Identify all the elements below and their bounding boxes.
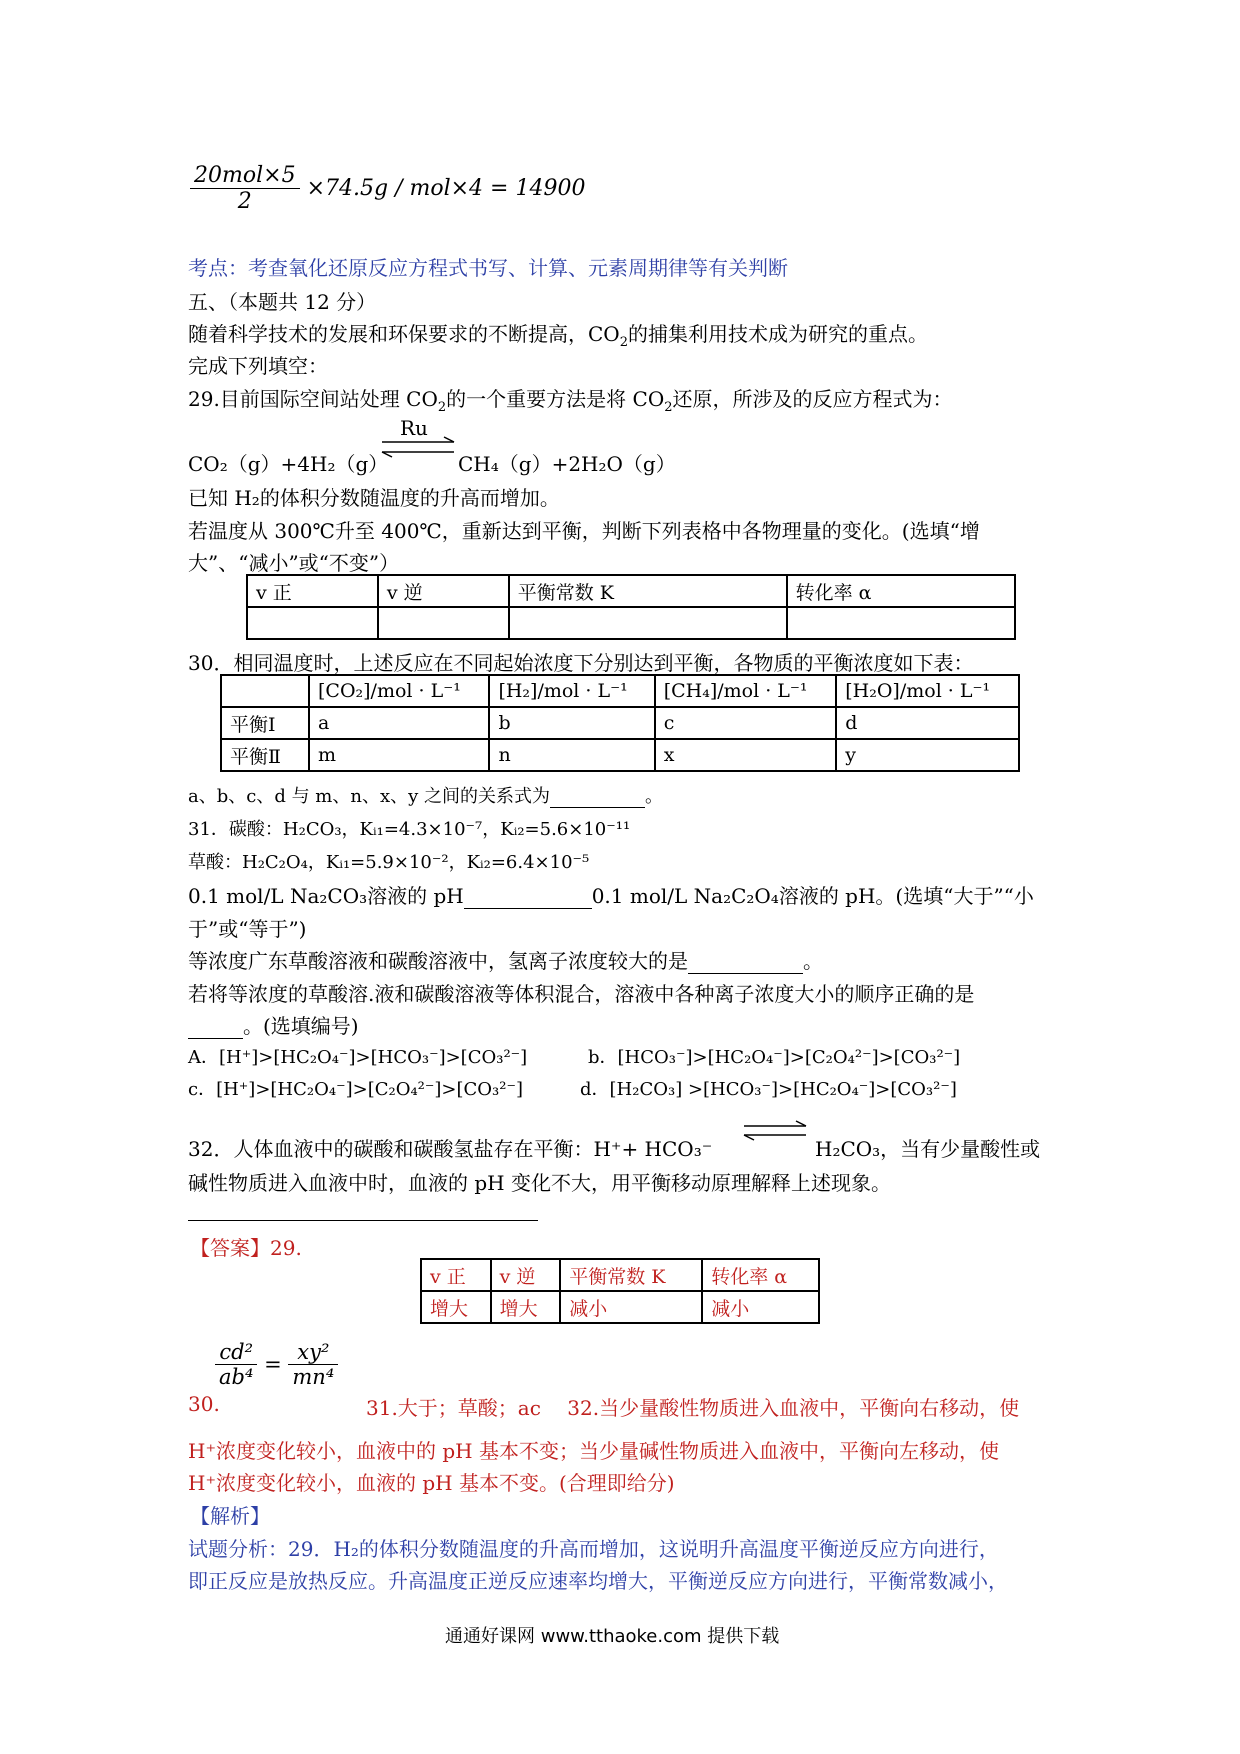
table-cell: 减小 xyxy=(702,1291,819,1323)
answer-table xyxy=(420,1258,820,1324)
table-header-cell: v 正 xyxy=(421,1259,491,1291)
table-cell: 增大 xyxy=(491,1291,561,1323)
table-cell: d xyxy=(836,707,1019,739)
answer-30-formula: $\frac{\text{cd²}}{\text{ab⁴}}$ = $\frac{\text{xy²}}{\text{mn⁴}}$ xyxy=(215,1340,338,1389)
q31-line-5 xyxy=(188,945,823,974)
table-header-cell: v 逆 xyxy=(378,575,509,607)
q32-text-b: H₂CO₃，当有少量酸性或 xyxy=(815,1137,1041,1161)
catalyst-label: Ru xyxy=(400,416,428,440)
answer-30-label: 30. xyxy=(188,1392,220,1416)
equation-right: CH₄（g）+2H₂O（g） xyxy=(458,452,676,476)
answer-blank[interactable] xyxy=(550,786,645,808)
table-row xyxy=(221,675,1019,707)
answer-line-2: H⁺浓度变化较小，血液中的 pH 基本不变；当少量碱性物质进入血液中，平衡向左移动，使 xyxy=(188,1439,999,1463)
intro-line-1: 随着科学技术的发展和环保要求的不断提高，$CO_2$的捕集利用技术成为研究的重点。 xyxy=(188,322,928,350)
table-cell: x xyxy=(655,739,837,771)
table-cell: 平衡Ⅱ xyxy=(221,739,309,771)
formula-fraction xyxy=(190,163,300,214)
q31-text-d: 。 xyxy=(803,949,823,973)
q29-line: 29.目前国际空间站处理 $CO_2$的一个重要方法是将 $CO_2$还原，所涉及的反应方程式为： xyxy=(188,387,953,415)
q31-line-6: 若将等浓度的草酸溶.液和碳酸溶液等体积混合，溶液中各种离子浓度大小的顺序正确的是 xyxy=(188,982,975,1006)
answer-31-32: 31.大于；草酸；ac 32.当少量酸性物质进入血液中，平衡向右移动，使 xyxy=(366,1396,1020,1420)
q31-line-7 xyxy=(188,1010,359,1039)
formula-numerator: xy² xyxy=(288,1340,338,1365)
formula-fraction xyxy=(288,1340,338,1389)
answer-blank[interactable] xyxy=(188,1014,243,1039)
equilibrium-arrow-icon xyxy=(740,1120,810,1142)
analysis-line-1: 试题分析：29．H₂的体积分数随温度的升高而增加，这说明升高温度平衡逆反应方向进行， xyxy=(188,1537,999,1561)
table-row xyxy=(221,739,1019,771)
answer-label: 【答案】29. xyxy=(190,1236,302,1260)
q32-line-2: 碱性物质进入血液中时，血液的 pH 变化不大，用平衡移动原理解释上述现象。 xyxy=(188,1171,891,1195)
formula-denominator: 2 xyxy=(237,189,252,214)
answer-cell[interactable] xyxy=(787,607,1015,639)
intro-line-2: 完成下列填空： xyxy=(188,354,328,378)
q31-line-2: 草酸：H₂C₂O₄，Kᵢ₁=5.9×10⁻²，Kᵢ₂=6.4×10⁻⁵ xyxy=(188,852,590,873)
kaodian: 考点：考查氧化还原反应方程式书写、计算、元素周期律等有关判断 xyxy=(188,256,788,280)
q30-relation xyxy=(188,782,663,808)
table-header-cell: [H₂O]/mol · L⁻¹ xyxy=(836,675,1019,707)
table-cell: 平衡Ⅰ xyxy=(221,707,309,739)
table-header-cell: 转化率 α xyxy=(702,1259,819,1291)
table-cell: y xyxy=(836,739,1019,771)
answer-cell[interactable] xyxy=(509,607,787,639)
jiexi-label: 【解析】 xyxy=(190,1504,270,1528)
q31-text-c: 等浓度广东草酸溶液和碳酸溶液中，氢离子浓度较大的是 xyxy=(188,949,688,973)
q30-relation-text: a、b、c、d 与 m、n、x、y 之间的关系式为 xyxy=(188,786,551,807)
table-row xyxy=(421,1259,819,1291)
table-cell: 减小 xyxy=(560,1291,702,1323)
intro-text-b: 的捕集利用技术成为研究的重点。 xyxy=(627,322,928,346)
table-header-cell: v 逆 xyxy=(491,1259,561,1291)
q30-text: 30．相同温度时，上述反应在不同起始浓度下分别达到平衡，各物质的平衡浓度如下表： xyxy=(188,651,974,675)
formula-denominator: ab⁴ xyxy=(219,1365,254,1389)
formula-numerator: 20mol×5 xyxy=(190,163,300,189)
table-header-cell: [H₂]/mol · L⁻¹ xyxy=(489,675,654,707)
option-c: c．[H⁺]>[HC₂O₄⁻]>[C₂O₄²⁻]>[CO₃²⁻] xyxy=(188,1079,524,1100)
answer-cell[interactable] xyxy=(378,607,509,639)
table-header-cell: [CH₄]/mol · L⁻¹ xyxy=(655,675,837,707)
equation-left: CO₂（g）+4H₂（g） xyxy=(188,452,389,476)
formula-top xyxy=(190,163,585,214)
equilibrium-arrow-icon xyxy=(378,436,458,460)
q31-text-b: 0.1 mol/L Na₂C₂O₄溶液的 pH。(选填“大于”“小 xyxy=(591,884,1034,908)
answer-cell[interactable] xyxy=(247,607,378,639)
formula-rest: ×74.5g / mol×4 = 14900 xyxy=(306,176,586,201)
q29-text-c: 还原，所涉及的反应方程式为： xyxy=(672,387,953,411)
intro-text-a: 随着科学技术的发展和环保要求的不断提高，CO xyxy=(188,322,620,346)
temp-text-2: 大”、“减小”或“不变”） xyxy=(188,551,400,575)
concentration-table xyxy=(220,674,1020,772)
table-header-cell: 平衡常数 K xyxy=(560,1259,702,1291)
formula-numerator: cd² xyxy=(215,1340,257,1365)
q32-text-a: 32．人体血液中的碳酸和碳酸氢盐存在平衡：H⁺+ HCO₃⁻ xyxy=(188,1137,713,1161)
question-table-29 xyxy=(246,574,1016,640)
table-cell: c xyxy=(655,707,837,739)
q29-text-b: 的一个重要方法是将 CO xyxy=(446,387,665,411)
table-header-cell: 平衡常数 K xyxy=(509,575,787,607)
answer-blank[interactable] xyxy=(688,949,803,974)
q31-line-4: 于”或“等于”) xyxy=(188,917,307,941)
table-header-cell: [CO₂]/mol · L⁻¹ xyxy=(309,675,489,707)
analysis-line-2: 即正反应是放热反应。升高温度正逆反应速率均增大，平衡逆反应方向进行，平衡常数减小， xyxy=(188,1569,1008,1593)
table-cell: b xyxy=(489,707,654,739)
table-row xyxy=(247,575,1015,607)
table-row xyxy=(247,607,1015,639)
q31-line-1: 31．碳酸：H₂CO₃，Kᵢ₁=4.3×10⁻⁷，Kᵢ₂=5.6×10⁻¹¹ xyxy=(188,819,631,840)
table-row xyxy=(421,1291,819,1323)
option-a: A．[H⁺]>[HC₂O₄⁻]>[HCO₃⁻]>[CO₃²⁻] xyxy=(188,1047,528,1068)
temp-text-1: 若温度从 300℃升至 400℃，重新达到平衡，判断下列表格中各物理量的变化。(选填“增 xyxy=(188,519,980,543)
option-d: d．[H₂CO₃] >[HCO₃⁻]>[HC₂O₄⁻]>[CO₃²⁻] xyxy=(580,1079,957,1100)
q29-text-a: 29.目前国际空间站处理 CO xyxy=(188,387,438,411)
table-cell: 增大 xyxy=(421,1291,491,1323)
formula-denominator: mn⁴ xyxy=(292,1365,335,1389)
q31-text-e: 。(选填编号) xyxy=(243,1014,359,1038)
answer-blank[interactable] xyxy=(464,884,592,909)
answer-line-3: H⁺浓度变化较小，血液的 pH 基本不变。(合理即给分) xyxy=(188,1471,675,1495)
table-header-cell: v 正 xyxy=(247,575,378,607)
section-title: 五、（本题共 12 分） xyxy=(188,290,377,314)
table-row xyxy=(221,707,1019,739)
table-cell: m xyxy=(309,739,489,771)
divider xyxy=(188,1220,538,1221)
table-header-cell xyxy=(221,675,309,707)
formula-fraction xyxy=(215,1340,257,1389)
table-header-cell: 转化率 α xyxy=(787,575,1015,607)
table-cell: n xyxy=(489,739,654,771)
q31-text-a: 0.1 mol/L Na₂CO₃溶液的 pH xyxy=(188,884,464,908)
table-cell: a xyxy=(309,707,489,739)
q31-line-3 xyxy=(188,880,1034,909)
known-text: 已知 H₂的体积分数随温度的升高而增加。 xyxy=(188,486,560,510)
option-b: b．[HCO₃⁻]>[HC₂O₄⁻]>[C₂O₄²⁻]>[CO₃²⁻] xyxy=(588,1047,961,1068)
footer-text: 通通好课网 www.tthaoke.com 提供下载 xyxy=(445,1626,780,1647)
q30-relation-end: 。 xyxy=(645,786,664,807)
